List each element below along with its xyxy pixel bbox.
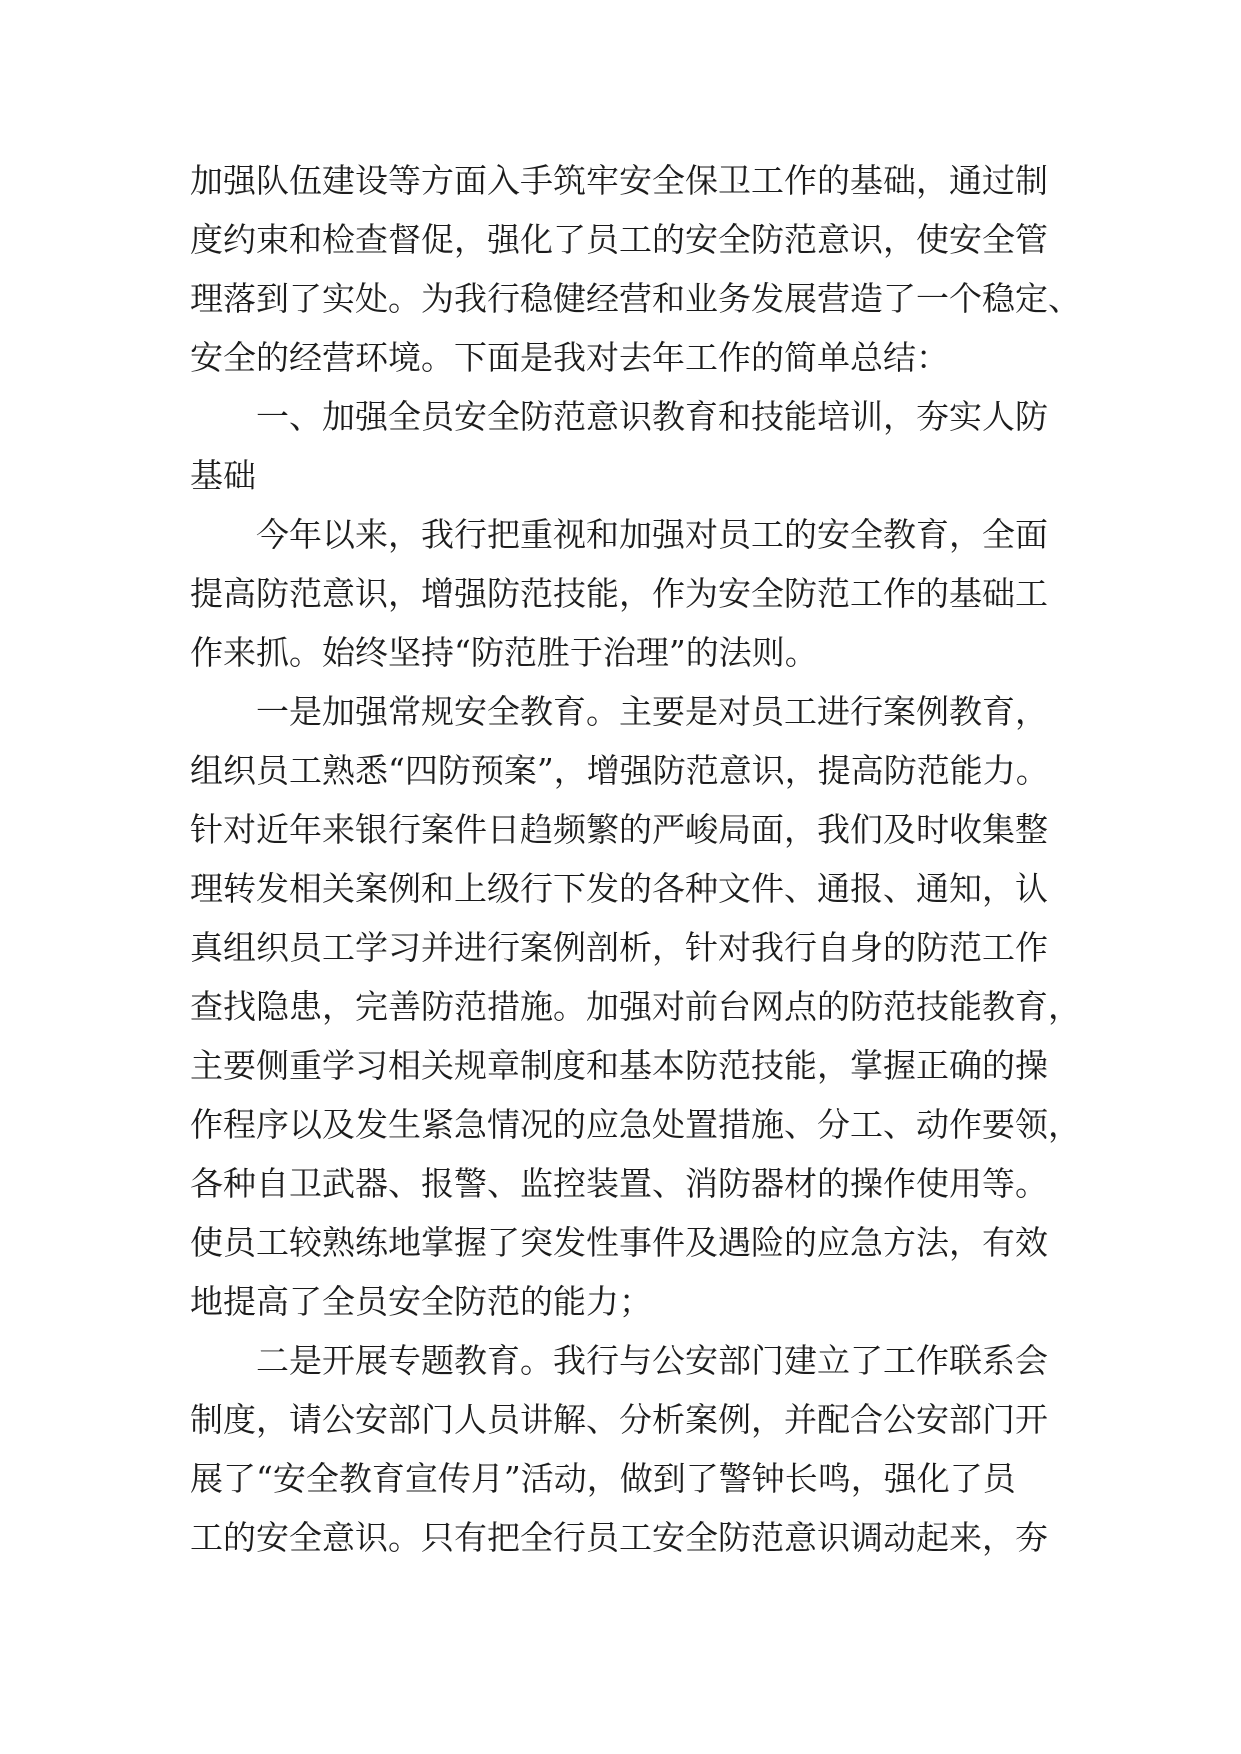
text-line: 作来抓。始终坚持“防范胜于治理”的法则。 <box>190 633 818 672</box>
text-line: 组织员工熟悉“四防预案”，增强防范意识，提高防范能力。 <box>190 751 1049 790</box>
section-heading-cont: 基础 <box>190 456 256 495</box>
text-line: 加强队伍建设等方面入手筑牢安全保卫工作的基础，通过制 <box>190 161 1048 200</box>
text-line: 作程序以及发生紧急情况的应急处置措施、分工、动作要领， <box>190 1105 1081 1144</box>
text-line: 提高防范意识，增强防范技能，作为安全防范工作的基础工 <box>190 574 1048 613</box>
text-line: 理转发相关案例和上级行下发的各种文件、通报、通知，认 <box>190 869 1048 908</box>
text-line: 地提高了全员安全防范的能力； <box>190 1282 652 1321</box>
section-heading: 一、加强全员安全防范意识教育和技能培训，夯实人防 <box>256 397 1048 436</box>
text-line: 一是加强常规安全教育。主要是对员工进行案例教育， <box>256 692 1048 731</box>
text-line: 工的安全意识。只有把全行员工安全防范意识调动起来，夯 <box>190 1518 1048 1557</box>
text-line: 查找隐患，完善防范措施。加强对前台网点的防范技能教育， <box>190 987 1081 1026</box>
text-line: 使员工较熟练地掌握了突发性事件及遇险的应急方法，有效 <box>190 1223 1048 1262</box>
text-line: 度约束和检查督促，强化了员工的安全防范意识，使安全管 <box>190 220 1048 259</box>
text-line: 安全的经营环境。下面是我对去年工作的简单总结： <box>190 338 949 377</box>
text-line: 各种自卫武器、报警、监控装置、消防器材的操作使用等。 <box>190 1164 1048 1203</box>
text-line: 今年以来，我行把重视和加强对员工的安全教育，全面 <box>256 515 1048 554</box>
text-line: 理落到了实处。为我行稳健经营和业务发展营造了一个稳定、 <box>190 279 1081 318</box>
text-line: 制度，请公安部门人员讲解、分析案例，并配合公安部门开 <box>190 1400 1048 1439</box>
text-line: 真组织员工学习并进行案例剖析，针对我行自身的防范工作 <box>190 928 1048 967</box>
text-line: 主要侧重学习相关规章制度和基本防范技能，掌握正确的操 <box>190 1046 1048 1085</box>
text-line: 针对近年来银行案件日趋频繁的严峻局面，我们及时收集整 <box>190 810 1048 849</box>
text-line: 展了“安全教育宣传月”活动，做到了警钟长鸣，强化了员 <box>190 1459 1016 1498</box>
text-line: 二是开展专题教育。我行与公安部门建立了工作联系会 <box>256 1341 1048 1380</box>
